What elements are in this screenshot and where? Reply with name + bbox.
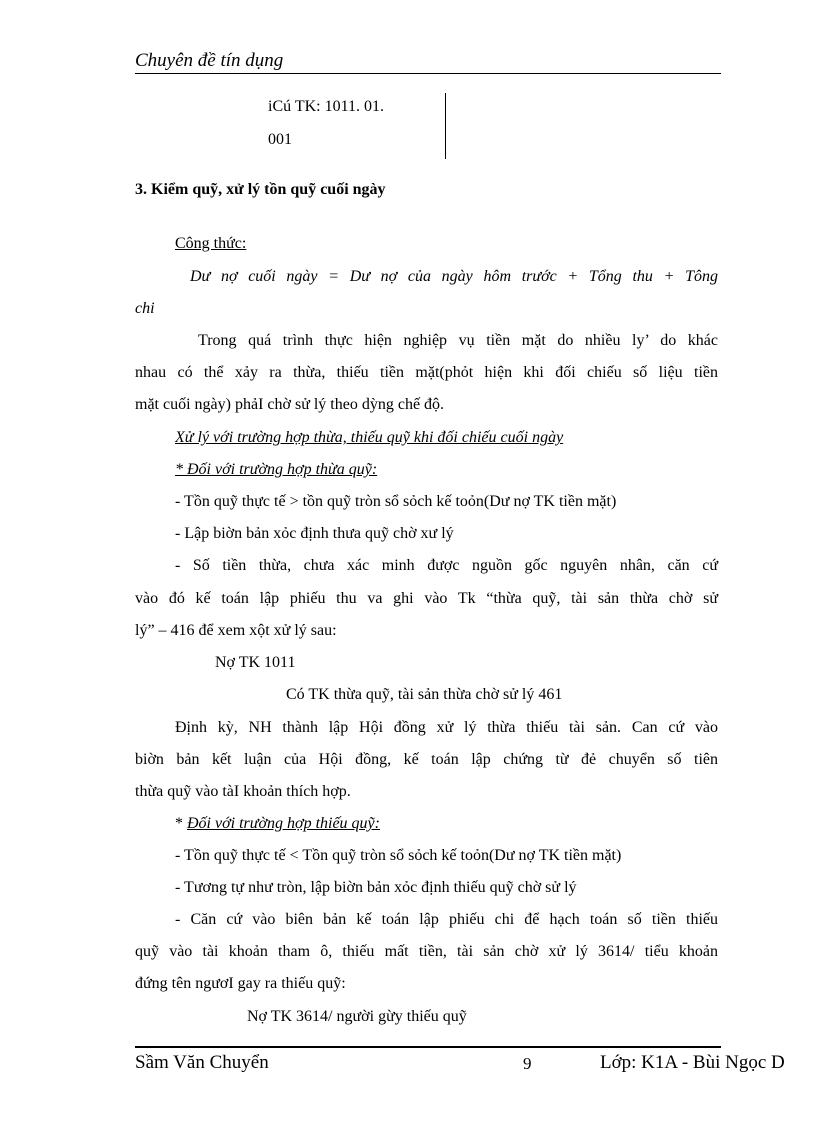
deficit-item-2: - Tương tự như tròn, lập biờn bản xỏc định thiếu quỹ chờ sử lý (175, 879, 577, 896)
intro-line-3: mặt cuối ngày) phảI chờ sử lý theo dỳng chế độ. (135, 396, 445, 413)
deficit-title (175, 815, 380, 833)
footer-page-number: 9 (523, 1054, 532, 1073)
surplus-debit-entry: Nợ TK 1011 (215, 654, 296, 671)
formula-line-1: Dư nợ cuối ngày = Dư nợ của ngày hôm trước + Tổng thu + Tông (190, 268, 718, 285)
surplus-item-3-line-3: lý” – 416 để xem xột xử lý sau: (135, 622, 337, 639)
account-line-2: 001 (268, 131, 292, 148)
deficit-item-1: - Tồn quỹ thực tế < Tồn quỹ tròn sổ sỏch kế toỏn(Dư nợ TK tiền mặt) (175, 847, 622, 864)
deficit-item-3-line-1: - Căn cứ vào biên bản kế toán lập phiếu chi để hạch toán số tiền thiếu (175, 911, 718, 928)
section-heading: 3. Kiểm quỹ, xử lý tồn quỹ cuối ngày (135, 181, 386, 198)
surplus-item-3-line-2: vào đó kế toán lập phiếu thu va ghi vào Tk “thừa quỹ, tài sản thừa chờ sử (135, 590, 718, 607)
box-border (445, 93, 446, 159)
footer-class-info: Lớp: K1A - Bùi Ngọc D (600, 1052, 785, 1073)
deficit-debit-entry: Nợ TK 3614/ người gừy thiếu quỹ (247, 1008, 467, 1025)
surplus-title: * Đối với trường hợp thừa quỹ: (175, 461, 378, 478)
handling-title: Xử lý với trường hợp thừa, thiếu quỹ khi đối chiếu cuối ngày (175, 429, 564, 446)
intro-line-2: nhau có thể xảy ra thừa, thiếu tiền mặt(phỏt hiện khi đối chiếu số liệu tiền (135, 364, 718, 381)
account-line-1: iCú TK: 1011. 01. (268, 98, 385, 115)
periodic-line-1: Định kỳ, NH thành lập Hội đồng xử lý thừa thiếu tài sản. Can cứ vào (175, 719, 718, 736)
page-header-title: Chuyên đề tín dụng (135, 50, 284, 71)
surplus-item-2: - Lập biờn bản xỏc định thưa quỹ chờ xư lý (175, 525, 454, 542)
intro-line-1: Trong quá trình thực hiện nghiệp vụ tiền mặt do nhiều ly’ do khác (198, 332, 718, 349)
surplus-credit-entry: Có TK thừa quỹ, tài sản thừa chờ sử lý 461 (286, 686, 563, 703)
periodic-line-3: thừa quỹ vào tàI khoản thích hợp. (135, 783, 351, 800)
surplus-item-3-line-1: - Số tiền thừa, chưa xác minh được nguồn gốc nguyên nhân, căn cứ (175, 557, 718, 574)
header-divider (135, 73, 721, 74)
surplus-item-1: - Tồn quỹ thực tế > tồn quỹ tròn sổ sỏch kế toỏn(Dư nợ TK tiền mặt) (175, 493, 617, 510)
footer-divider (135, 1046, 721, 1048)
periodic-line-2: biờn bản kết luận của Hội đồng, kế toán lập chứng từ đẻ chuyển số tiên (135, 751, 718, 768)
formula-line-2: chi (135, 300, 155, 317)
deficit-item-3-line-2: quỹ vào tài khoản tham ô, thiếu mất tiền, tài sản chờ xử lý 3614/ tiểu khoản (135, 943, 718, 960)
deficit-title-text: Đối với trường hợp thiếu quỹ: (187, 815, 380, 832)
deficit-item-3-line-3: đứng tên ngươI gay ra thiếu quỹ: (135, 975, 346, 992)
formula-label: Công thức: (175, 235, 247, 252)
footer-author: Sầm Văn Chuyển (135, 1052, 269, 1073)
deficit-star: * (175, 815, 187, 832)
